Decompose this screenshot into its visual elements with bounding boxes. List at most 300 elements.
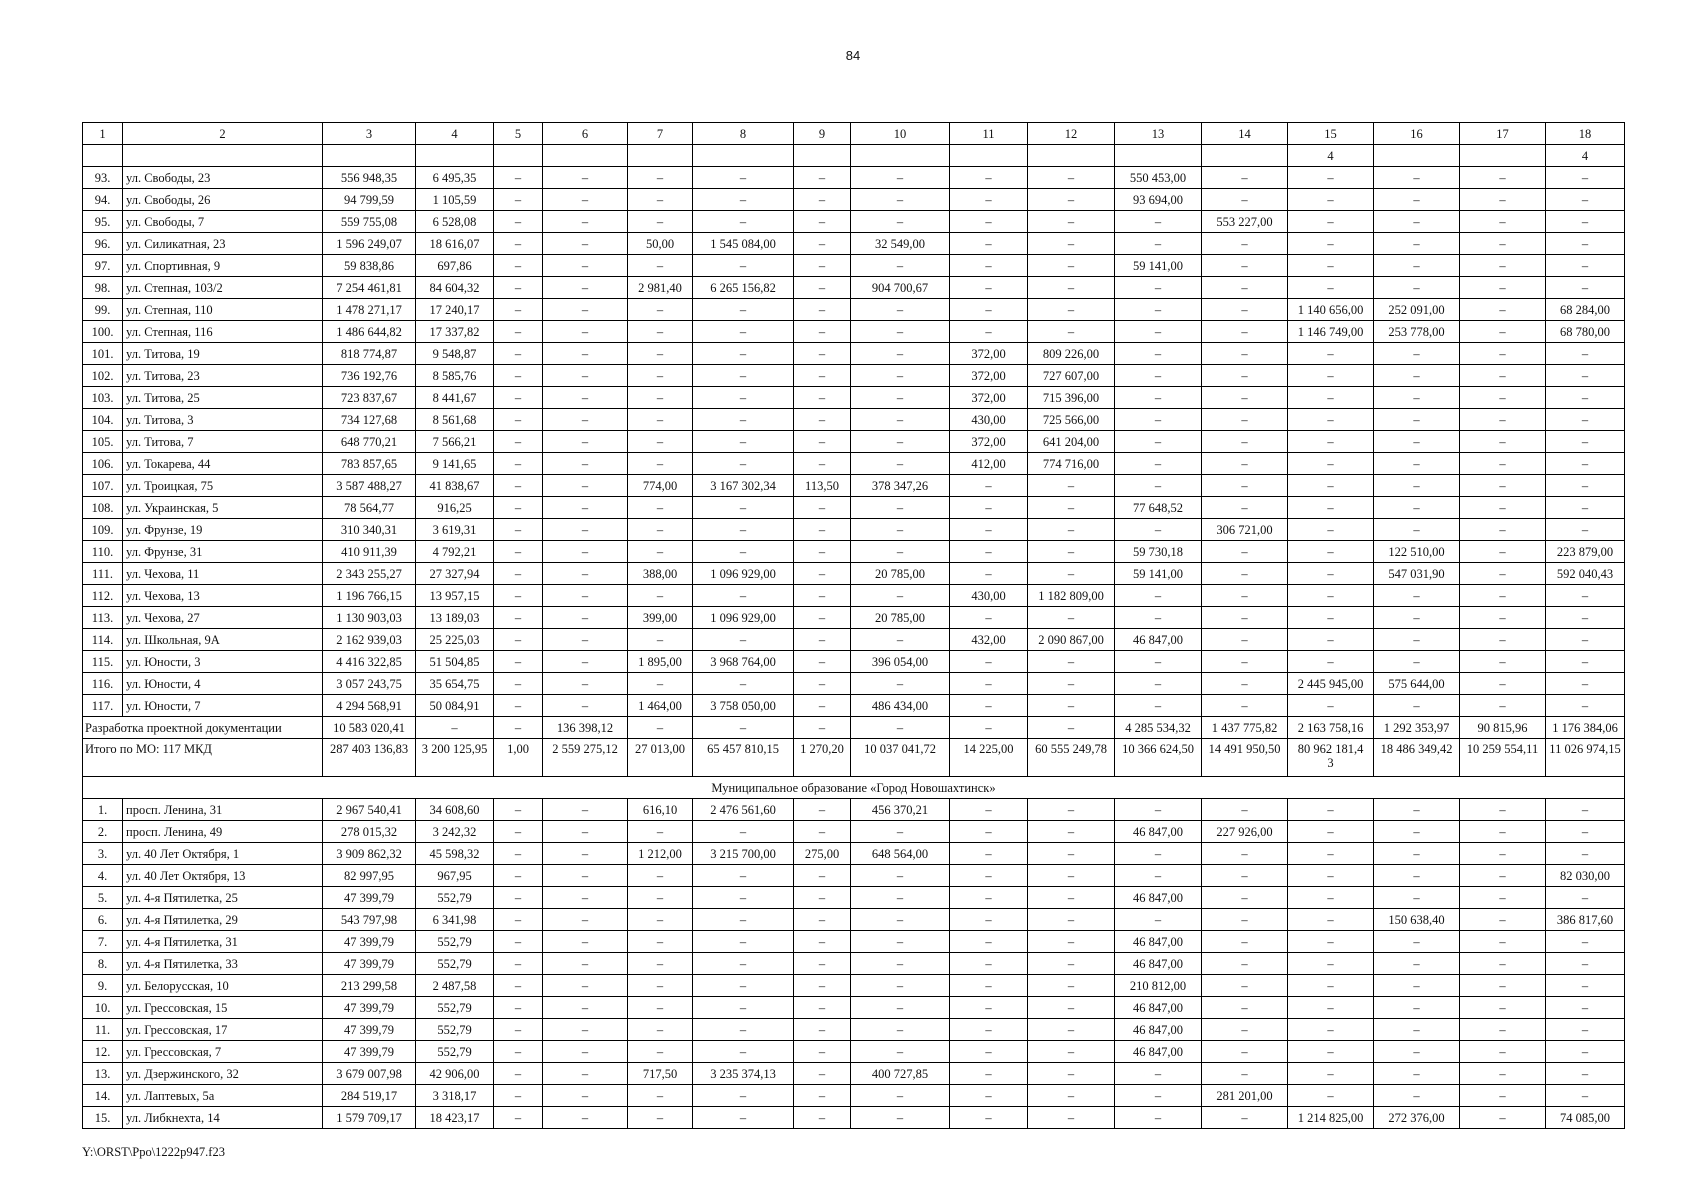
- value-cell: 51 504,85: [416, 651, 494, 673]
- value-cell: 223 879,00: [1546, 541, 1625, 563]
- value-cell: –: [1202, 387, 1288, 409]
- value-cell: –: [1288, 1085, 1374, 1107]
- value-cell: 35 654,75: [416, 673, 494, 695]
- value-cell: 68 284,00: [1546, 299, 1625, 321]
- value-cell: –: [950, 321, 1028, 343]
- column-number-header: 18: [1546, 123, 1625, 145]
- value-cell: –: [543, 233, 628, 255]
- value-cell: –: [543, 1063, 628, 1085]
- value-cell: –: [950, 931, 1028, 953]
- table-row: [83, 953, 1625, 975]
- value-cell: –: [543, 541, 628, 563]
- value-cell: 27 327,94: [416, 563, 494, 585]
- value-cell: –: [543, 953, 628, 975]
- value-cell: –: [950, 1019, 1028, 1041]
- value-cell: –: [794, 1107, 851, 1129]
- column-subheader: 4: [1288, 145, 1374, 167]
- address-cell: ул. Степная, 103/2: [123, 277, 323, 299]
- value-cell: –: [1028, 475, 1115, 497]
- value-cell: 213 299,58: [323, 975, 416, 997]
- value-cell: –: [1115, 453, 1202, 475]
- value-cell: –: [1202, 931, 1288, 953]
- value-cell: –: [1546, 821, 1625, 843]
- value-cell: 774 716,00: [1028, 453, 1115, 475]
- value-cell: –: [1288, 799, 1374, 821]
- value-cell: –: [628, 167, 693, 189]
- value-cell: –: [1288, 695, 1374, 717]
- value-cell: –: [851, 997, 950, 1019]
- value-cell: –: [693, 1085, 794, 1107]
- address-cell: ул. Титова, 25: [123, 387, 323, 409]
- row-number-cell: 95.: [83, 211, 123, 233]
- table-row: [83, 1085, 1625, 1107]
- column-number-header: 5: [494, 123, 543, 145]
- value-cell: –: [1202, 997, 1288, 1019]
- value-cell: –: [1115, 799, 1202, 821]
- value-cell: –: [693, 931, 794, 953]
- value-cell: 18 486 349,42: [1374, 739, 1460, 777]
- value-cell: –: [1460, 695, 1546, 717]
- value-cell: –: [851, 1085, 950, 1107]
- value-cell: –: [1374, 865, 1460, 887]
- value-cell: –: [1202, 799, 1288, 821]
- value-cell: –: [950, 1063, 1028, 1085]
- table-row: [83, 887, 1625, 909]
- value-cell: –: [794, 277, 851, 299]
- value-cell: 42 906,00: [416, 1063, 494, 1085]
- value-cell: 253 778,00: [1374, 321, 1460, 343]
- value-cell: –: [1202, 541, 1288, 563]
- value-cell: 2 163 758,16: [1288, 717, 1374, 739]
- value-cell: 1 486 644,82: [323, 321, 416, 343]
- value-cell: –: [1115, 431, 1202, 453]
- value-cell: 6 495,35: [416, 167, 494, 189]
- value-cell: –: [1028, 887, 1115, 909]
- value-cell: –: [543, 887, 628, 909]
- value-cell: –: [1288, 931, 1374, 953]
- value-cell: –: [1374, 629, 1460, 651]
- value-cell: 2 981,40: [628, 277, 693, 299]
- value-cell: –: [628, 1085, 693, 1107]
- row-number-cell: 10.: [83, 997, 123, 1019]
- value-cell: –: [628, 431, 693, 453]
- value-cell: 1 545 084,00: [693, 233, 794, 255]
- value-cell: –: [950, 299, 1028, 321]
- value-cell: 3 167 302,34: [693, 475, 794, 497]
- table-row: [83, 585, 1625, 607]
- value-cell: –: [1288, 997, 1374, 1019]
- value-cell: 77 648,52: [1115, 497, 1202, 519]
- value-cell: 552,79: [416, 953, 494, 975]
- value-cell: –: [1202, 585, 1288, 607]
- value-cell: –: [1202, 409, 1288, 431]
- value-cell: –: [1115, 651, 1202, 673]
- value-cell: –: [1028, 1107, 1115, 1129]
- row-number-cell: 14.: [83, 1085, 123, 1107]
- value-cell: 430,00: [950, 585, 1028, 607]
- value-cell: –: [1374, 843, 1460, 865]
- value-cell: 388,00: [628, 563, 693, 585]
- value-cell: –: [1288, 277, 1374, 299]
- value-cell: –: [1460, 409, 1546, 431]
- value-cell: 68 780,00: [1546, 321, 1625, 343]
- row-number-cell: 8.: [83, 953, 123, 975]
- value-cell: –: [1460, 887, 1546, 909]
- value-cell: –: [1028, 799, 1115, 821]
- column-subheader: [1028, 145, 1115, 167]
- value-cell: –: [1546, 607, 1625, 629]
- value-cell: –: [1115, 211, 1202, 233]
- value-cell: –: [794, 1041, 851, 1063]
- value-cell: 2 162 939,03: [323, 629, 416, 651]
- value-cell: –: [794, 695, 851, 717]
- value-cell: –: [1460, 519, 1546, 541]
- value-cell: –: [543, 799, 628, 821]
- value-cell: –: [1028, 167, 1115, 189]
- value-cell: 9 548,87: [416, 343, 494, 365]
- address-cell: ул. Дзержинского, 32: [123, 1063, 323, 1085]
- value-cell: –: [628, 343, 693, 365]
- value-cell: 2 343 255,27: [323, 563, 416, 585]
- value-cell: 1 105,59: [416, 189, 494, 211]
- value-cell: –: [1546, 1041, 1625, 1063]
- row-number-cell: 1.: [83, 799, 123, 821]
- value-cell: –: [494, 843, 543, 865]
- value-cell: –: [1288, 189, 1374, 211]
- value-cell: –: [494, 673, 543, 695]
- value-cell: 3 200 125,95: [416, 739, 494, 777]
- value-cell: 47 399,79: [323, 1019, 416, 1041]
- table-row: [83, 409, 1625, 431]
- row-number-cell: 114.: [83, 629, 123, 651]
- value-cell: –: [794, 343, 851, 365]
- value-cell: –: [1374, 1085, 1460, 1107]
- table-row: [83, 475, 1625, 497]
- value-cell: –: [1374, 695, 1460, 717]
- value-cell: –: [950, 255, 1028, 277]
- value-cell: –: [693, 365, 794, 387]
- address-cell: ул. Свободы, 26: [123, 189, 323, 211]
- value-cell: 13 189,03: [416, 607, 494, 629]
- value-cell: 967,95: [416, 865, 494, 887]
- address-cell: ул. Титова, 23: [123, 365, 323, 387]
- value-cell: –: [1546, 167, 1625, 189]
- value-cell: 736 192,76: [323, 365, 416, 387]
- value-cell: –: [1028, 909, 1115, 931]
- table-row: [83, 299, 1625, 321]
- value-cell: 10 366 624,50: [1115, 739, 1202, 777]
- value-cell: –: [693, 865, 794, 887]
- value-cell: 47 399,79: [323, 887, 416, 909]
- value-cell: –: [950, 887, 1028, 909]
- value-cell: –: [794, 887, 851, 909]
- value-cell: –: [543, 519, 628, 541]
- value-cell: –: [693, 387, 794, 409]
- value-cell: –: [794, 387, 851, 409]
- value-cell: 34 608,60: [416, 799, 494, 821]
- value-cell: –: [950, 167, 1028, 189]
- value-cell: –: [1374, 585, 1460, 607]
- value-cell: 1 096 929,00: [693, 563, 794, 585]
- value-cell: –: [1546, 211, 1625, 233]
- value-cell: –: [1460, 387, 1546, 409]
- value-cell: –: [794, 629, 851, 651]
- value-cell: –: [1202, 607, 1288, 629]
- value-cell: –: [1374, 607, 1460, 629]
- address-cell: ул. Степная, 110: [123, 299, 323, 321]
- value-cell: –: [794, 189, 851, 211]
- value-cell: 396 054,00: [851, 651, 950, 673]
- value-cell: –: [1374, 953, 1460, 975]
- address-cell: ул. Либкнехта, 14: [123, 1107, 323, 1129]
- value-cell: –: [1028, 865, 1115, 887]
- value-cell: –: [851, 865, 950, 887]
- value-cell: –: [494, 233, 543, 255]
- value-cell: –: [628, 909, 693, 931]
- value-cell: –: [1460, 799, 1546, 821]
- value-cell: 3 968 764,00: [693, 651, 794, 673]
- value-cell: 306 721,00: [1202, 519, 1288, 541]
- value-cell: –: [794, 651, 851, 673]
- value-cell: 90 815,96: [1460, 717, 1546, 739]
- address-cell: ул. Титова, 7: [123, 431, 323, 453]
- value-cell: 310 340,31: [323, 519, 416, 541]
- row-number-cell: 12.: [83, 1041, 123, 1063]
- value-cell: –: [1028, 953, 1115, 975]
- value-cell: 122 510,00: [1374, 541, 1460, 563]
- row-number-cell: 9.: [83, 975, 123, 997]
- value-cell: –: [543, 299, 628, 321]
- value-cell: –: [794, 255, 851, 277]
- value-cell: –: [794, 975, 851, 997]
- value-cell: –: [628, 453, 693, 475]
- value-cell: –: [628, 931, 693, 953]
- value-cell: –: [628, 409, 693, 431]
- value-cell: –: [794, 431, 851, 453]
- value-cell: –: [1460, 189, 1546, 211]
- address-cell: ул. Украинская, 5: [123, 497, 323, 519]
- value-cell: –: [494, 953, 543, 975]
- row-number-cell: 5.: [83, 887, 123, 909]
- value-cell: –: [1374, 975, 1460, 997]
- section-heading: Муниципальное образование «Город Новошахтинск»: [83, 777, 1625, 799]
- table-row: [83, 431, 1625, 453]
- page-number: 84: [845, 48, 861, 63]
- value-cell: –: [1288, 1019, 1374, 1041]
- value-cell: –: [851, 343, 950, 365]
- value-cell: 27 013,00: [628, 739, 693, 777]
- table-row: [83, 167, 1625, 189]
- address-cell: ул. 40 Лет Октября, 1: [123, 843, 323, 865]
- value-cell: –: [794, 321, 851, 343]
- value-cell: –: [628, 299, 693, 321]
- value-cell: –: [1460, 931, 1546, 953]
- value-cell: –: [1288, 629, 1374, 651]
- value-cell: –: [1028, 651, 1115, 673]
- column-subheader: [83, 145, 123, 167]
- value-cell: 284 519,17: [323, 1085, 416, 1107]
- value-cell: –: [1028, 277, 1115, 299]
- value-cell: 372,00: [950, 343, 1028, 365]
- value-cell: 410 911,39: [323, 541, 416, 563]
- table-row: [83, 1107, 1625, 1129]
- address-cell: ул. Школьная, 9А: [123, 629, 323, 651]
- value-cell: 3 619,31: [416, 519, 494, 541]
- value-cell: 45 598,32: [416, 843, 494, 865]
- value-cell: –: [1202, 277, 1288, 299]
- value-cell: –: [851, 431, 950, 453]
- value-cell: –: [693, 975, 794, 997]
- address-cell: ул. 40 Лет Октября, 13: [123, 865, 323, 887]
- value-cell: –: [1288, 167, 1374, 189]
- column-subheader: [416, 145, 494, 167]
- value-cell: –: [1202, 673, 1288, 695]
- value-cell: –: [693, 255, 794, 277]
- value-cell: –: [794, 585, 851, 607]
- value-cell: –: [693, 909, 794, 931]
- column-subheader: [1115, 145, 1202, 167]
- address-cell: ул. Чехова, 11: [123, 563, 323, 585]
- row-number-cell: 104.: [83, 409, 123, 431]
- value-cell: –: [494, 799, 543, 821]
- value-cell: –: [1115, 695, 1202, 717]
- value-cell: 543 797,98: [323, 909, 416, 931]
- value-cell: –: [628, 387, 693, 409]
- value-cell: –: [543, 497, 628, 519]
- value-cell: 46 847,00: [1115, 1019, 1202, 1041]
- value-cell: –: [1115, 519, 1202, 541]
- value-cell: –: [1115, 233, 1202, 255]
- value-cell: 1 895,00: [628, 651, 693, 673]
- value-cell: –: [1115, 1063, 1202, 1085]
- value-cell: –: [851, 387, 950, 409]
- value-cell: 4 792,21: [416, 541, 494, 563]
- value-cell: –: [1374, 167, 1460, 189]
- value-cell: –: [494, 299, 543, 321]
- value-cell: 7 254 461,81: [323, 277, 416, 299]
- value-cell: –: [1546, 1063, 1625, 1085]
- value-cell: –: [794, 607, 851, 629]
- value-cell: 1 140 656,00: [1288, 299, 1374, 321]
- value-cell: –: [950, 843, 1028, 865]
- value-cell: 715 396,00: [1028, 387, 1115, 409]
- value-cell: –: [1028, 541, 1115, 563]
- value-cell: –: [851, 167, 950, 189]
- row-number-cell: 99.: [83, 299, 123, 321]
- value-cell: –: [851, 585, 950, 607]
- value-cell: –: [794, 909, 851, 931]
- value-cell: 1 214 825,00: [1288, 1107, 1374, 1129]
- value-cell: –: [1460, 1041, 1546, 1063]
- value-cell: –: [1115, 673, 1202, 695]
- row-number-cell: 15.: [83, 1107, 123, 1129]
- value-cell: –: [494, 909, 543, 931]
- value-cell: 210 812,00: [1115, 975, 1202, 997]
- value-cell: –: [1374, 233, 1460, 255]
- value-cell: –: [851, 1041, 950, 1063]
- value-cell: –: [1546, 931, 1625, 953]
- value-cell: –: [693, 717, 794, 739]
- row-number-cell: 100.: [83, 321, 123, 343]
- value-cell: –: [1460, 365, 1546, 387]
- value-cell: 783 857,65: [323, 453, 416, 475]
- value-cell: –: [1460, 953, 1546, 975]
- value-cell: 412,00: [950, 453, 1028, 475]
- value-cell: 50,00: [628, 233, 693, 255]
- value-cell: 46 847,00: [1115, 931, 1202, 953]
- value-cell: –: [950, 541, 1028, 563]
- column-number-header: 1: [83, 123, 123, 145]
- value-cell: –: [1115, 585, 1202, 607]
- value-cell: –: [794, 519, 851, 541]
- value-cell: –: [794, 167, 851, 189]
- value-cell: –: [1374, 343, 1460, 365]
- value-cell: –: [1202, 343, 1288, 365]
- value-cell: 456 370,21: [851, 799, 950, 821]
- value-cell: –: [851, 365, 950, 387]
- value-cell: –: [543, 365, 628, 387]
- value-cell: 727 607,00: [1028, 365, 1115, 387]
- value-cell: –: [1460, 431, 1546, 453]
- table-row: [83, 821, 1625, 843]
- value-cell: –: [851, 1019, 950, 1041]
- table-row: [83, 541, 1625, 563]
- table-row: [83, 453, 1625, 475]
- value-cell: 648 564,00: [851, 843, 950, 865]
- value-cell: –: [494, 189, 543, 211]
- value-cell: 372,00: [950, 365, 1028, 387]
- value-cell: –: [1374, 519, 1460, 541]
- summary-row: [83, 739, 1625, 777]
- value-cell: –: [1546, 799, 1625, 821]
- value-cell: –: [950, 953, 1028, 975]
- value-cell: 47 399,79: [323, 953, 416, 975]
- value-cell: –: [851, 453, 950, 475]
- value-cell: –: [494, 1085, 543, 1107]
- value-cell: 2 559 275,12: [543, 739, 628, 777]
- row-number-cell: 96.: [83, 233, 123, 255]
- value-cell: –: [693, 453, 794, 475]
- value-cell: –: [1460, 211, 1546, 233]
- value-cell: –: [1374, 799, 1460, 821]
- value-cell: 17 337,82: [416, 321, 494, 343]
- value-cell: –: [494, 387, 543, 409]
- table-row: [83, 519, 1625, 541]
- value-cell: –: [1374, 497, 1460, 519]
- value-cell: –: [1028, 717, 1115, 739]
- value-cell: –: [543, 1085, 628, 1107]
- value-cell: 281 201,00: [1202, 1085, 1288, 1107]
- value-cell: –: [1115, 321, 1202, 343]
- row-number-cell: 112.: [83, 585, 123, 607]
- column-subheader: [1374, 145, 1460, 167]
- value-cell: –: [494, 453, 543, 475]
- address-cell: ул. Титова, 19: [123, 343, 323, 365]
- table-row: [83, 695, 1625, 717]
- column-subheader: [1460, 145, 1546, 167]
- value-cell: 93 694,00: [1115, 189, 1202, 211]
- value-cell: –: [1288, 431, 1374, 453]
- value-cell: –: [1288, 211, 1374, 233]
- address-cell: ул. Троицкая, 75: [123, 475, 323, 497]
- value-cell: –: [1460, 585, 1546, 607]
- value-cell: 641 204,00: [1028, 431, 1115, 453]
- value-cell: 559 755,08: [323, 211, 416, 233]
- address-cell: ул. Силикатная, 23: [123, 233, 323, 255]
- address-cell: ул. Степная, 116: [123, 321, 323, 343]
- value-cell: –: [494, 167, 543, 189]
- row-number-cell: 97.: [83, 255, 123, 277]
